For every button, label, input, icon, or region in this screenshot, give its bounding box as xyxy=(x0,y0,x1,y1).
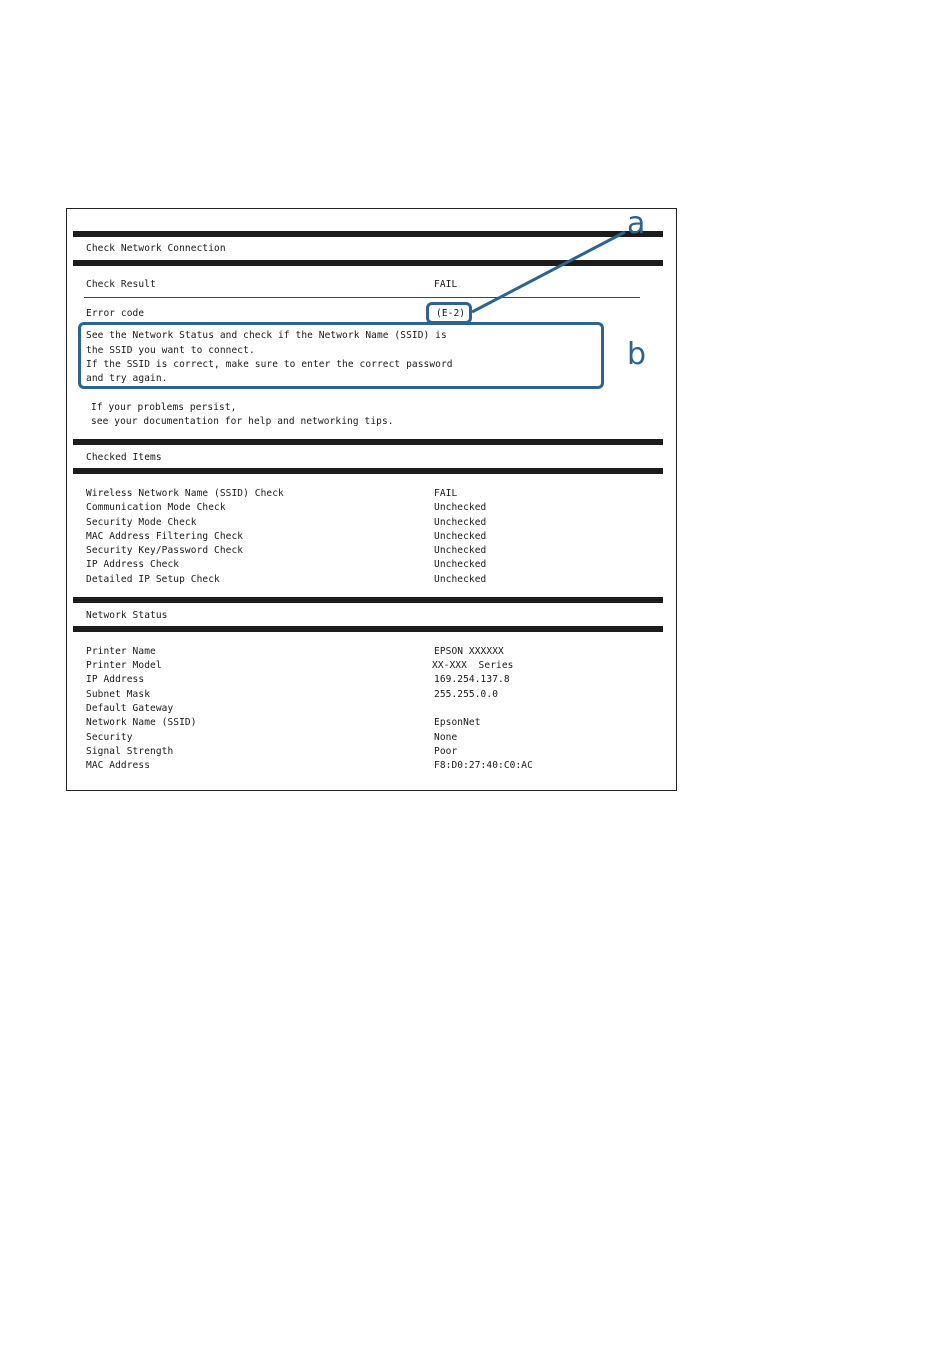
network-status-label: Printer Name xyxy=(86,646,156,657)
checked-item-value: Unchecked xyxy=(434,502,487,513)
error-code-value: (E-2) xyxy=(436,308,466,319)
callout-b-label: b xyxy=(627,337,647,372)
network-status-value: None xyxy=(434,732,458,743)
message-line: the SSID you want to connect. xyxy=(86,345,255,356)
network-status-label: Printer Model xyxy=(86,660,162,671)
callout-a-label: a xyxy=(627,206,646,241)
checked-item-value: Unchecked xyxy=(434,574,487,585)
check-result-label: Check Result xyxy=(86,279,156,290)
checked-item-value: Unchecked xyxy=(434,531,487,542)
network-status-value: 255.255.0.0 xyxy=(434,689,499,700)
network-status-label: IP Address xyxy=(86,674,145,685)
network-status-label: Default Gateway xyxy=(86,703,174,714)
checked-item-label: Security Key/Password Check xyxy=(86,545,244,556)
checked-items-heading: Checked Items xyxy=(86,452,162,463)
checked-item-label: Wireless Network Name (SSID) Check xyxy=(86,488,284,499)
network-status-value: Poor xyxy=(434,746,458,757)
checked-item-value: Unchecked xyxy=(434,559,487,570)
error-code-label: Error code xyxy=(86,308,145,319)
network-status-label: MAC Address xyxy=(86,760,151,771)
tips-line: see your documentation for help and networking tips. xyxy=(91,416,394,427)
checked-item-label: Detailed IP Setup Check xyxy=(86,574,220,585)
network-status-value: EpsonNet xyxy=(434,717,481,728)
report-title: Check Network Connection xyxy=(86,243,226,254)
checked-item-label: Security Mode Check xyxy=(86,517,197,528)
checked-item-value: FAIL xyxy=(434,488,458,499)
network-status-value: F8:D0:27:40:C0:AC xyxy=(434,760,533,771)
network-status-heading: Network Status xyxy=(86,610,168,621)
network-status-label: Security xyxy=(86,732,133,743)
message-line: If the SSID is correct, make sure to enter the correct password xyxy=(86,359,453,370)
checked-item-label: IP Address Check xyxy=(86,559,180,570)
leader-line xyxy=(472,232,625,312)
network-status-label: Network Name (SSID) xyxy=(86,717,197,728)
network-status-value: EPSON XXXXXX xyxy=(434,646,504,657)
tips-line: If your problems persist, xyxy=(91,402,237,413)
message-line: and try again. xyxy=(86,373,168,384)
check-result-value: FAIL xyxy=(434,279,458,290)
network-status-value: XX-XXX Series xyxy=(432,660,514,671)
checked-item-value: Unchecked xyxy=(434,545,487,556)
network-status-label: Signal Strength xyxy=(86,746,174,757)
network-status-value: 169.254.137.8 xyxy=(434,674,510,685)
checked-item-value: Unchecked xyxy=(434,517,487,528)
message-line: See the Network Status and check if the Network Name (SSID) is xyxy=(86,330,447,341)
network-status-label: Subnet Mask xyxy=(86,689,151,700)
checked-item-label: Communication Mode Check xyxy=(86,502,226,513)
checked-item-label: MAC Address Filtering Check xyxy=(86,531,244,542)
